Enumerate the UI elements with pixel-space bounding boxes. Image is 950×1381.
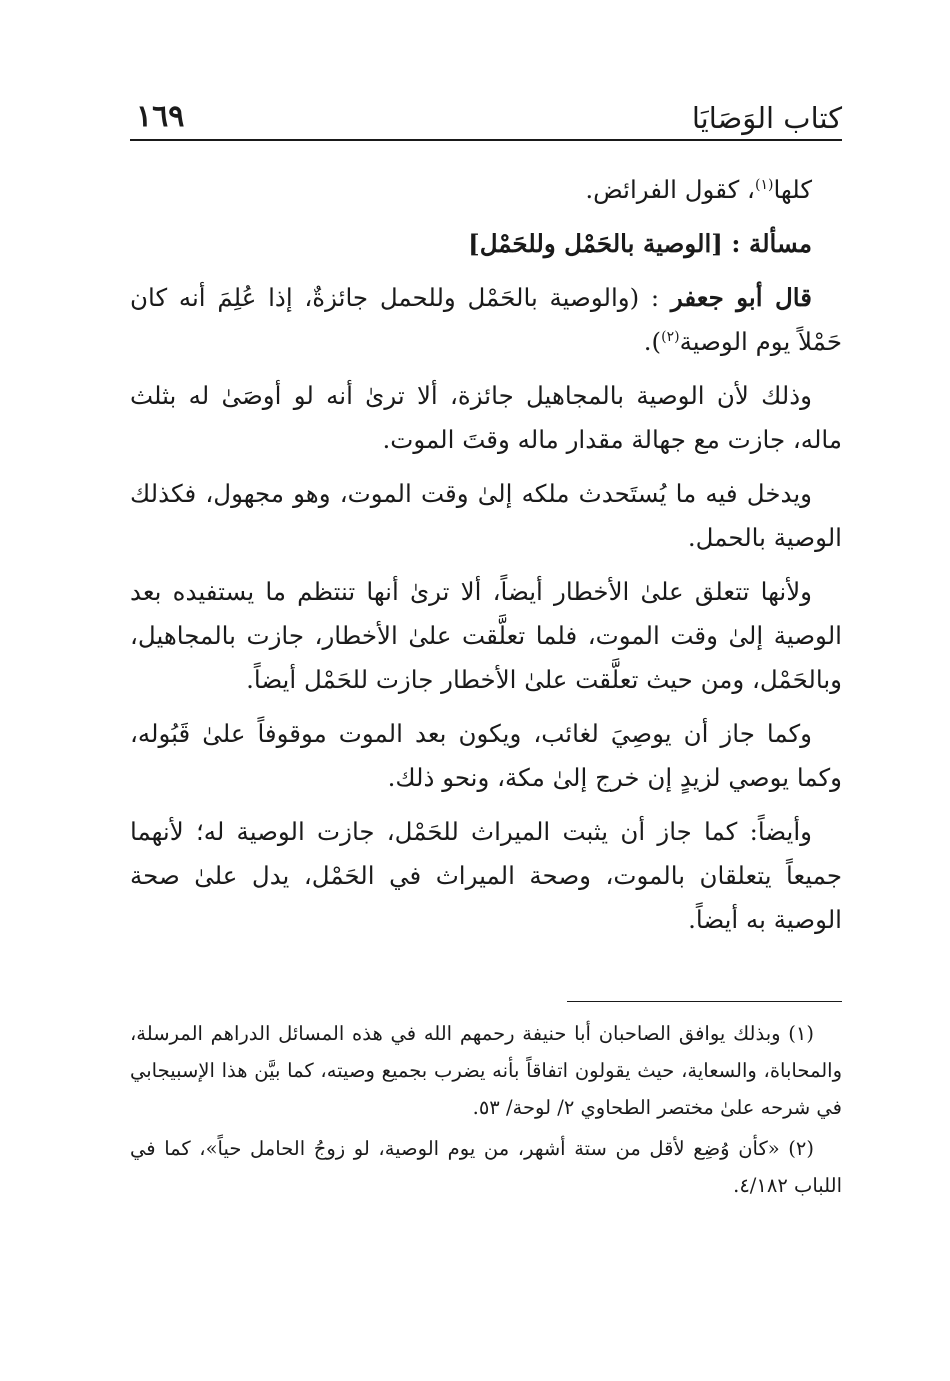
continuation-text: كلها [773,175,812,204]
quote-text: : (والوصية بالحَمْل وللحمل جائزةٌ، إذا عُلِمَ أنه كان حَمْلاً يوم الوصية [130,283,842,356]
section-heading: مسألة : [الوصية بالحَمْل وللحَمْل] [468,229,812,258]
speaker-label: قال أبو جعفر [670,283,812,312]
footnote-separator [567,1001,842,1002]
paragraph: وأيضاً: كما جاز أن يثبت الميراث للحَمْل، جازت الوصية له؛ لأنهما جميعاً يتعلقان بالموت، وصحة الميراث في الحَمْل، يدل علىٰ صحة الوصية به أيضاً. [130,817,842,934]
footnotes [130,1015,842,1208]
paragraph-continuation [130,168,842,212]
continuation-tail: ، كقول الفرائض. [585,175,755,204]
footnote-marker-2: (٢) [661,328,680,345]
paragraph-quote [130,276,842,364]
page-header [130,95,842,141]
footnote-1: (١) وبذلك يوافق الصاحبان أبا حنيفة رحمهم الله في هذه المسائل الدراهم المرسلة، والمحاباة، والسعاية، حيث يقولون اتفاقاً بأنه يضرب بجميع وصيته، كما بيَّن هذا الإسبيجابي في شرحه علىٰ مختصر الطحاوي ٢/ لوحة/ ٥٣. [130,1022,842,1119]
paragraph: ولأنها تتعلق علىٰ الأخطار أيضاً، ألا ترىٰ أنها تنتظم ما يستفيده بعد الوصية إلىٰ وقت الموت، فلما تعلَّقت علىٰ الأخطار، جازت بالمجاهيل، وبالحَمْل، ومن حيث تعلَّقت علىٰ الأخطار جازت للحَمْل أيضاً. [130,577,842,694]
paragraph: وكما جاز أن يوصِيَ لغائب، ويكون بعد الموت موقوفاً علىٰ قَبُوله، وكما يوصي لزيدٍ إن خرج إلىٰ مكة، ونحو ذلك. [130,719,842,792]
paragraph: وذلك لأن الوصية بالمجاهيل جائزة، ألا ترىٰ أنه لو أوصَىٰ له بثلث ماله، جازت مع جهالة مقدار ماله وقتَ الموت. [130,381,842,454]
paragraph: ويدخل فيه ما يُستَحدث ملكه إلىٰ وقت الموت، وهو مجهول، فكذلك الوصية بالحمل. [130,479,842,552]
running-title: كتاب الوَصَايَا [691,101,842,135]
page-number: ١٦٩ [136,99,185,134]
footnote-2: (٢) «كأن وُضِع لأقل من ستة أشهر، من يوم الوصية، لو زوجُ الحامل حياً»، كما في اللباب ٤/١٨٢. [130,1137,842,1197]
main-text [130,168,842,952]
footnote-marker-1: (١) [754,176,774,193]
quote-tail: ). [643,327,662,356]
